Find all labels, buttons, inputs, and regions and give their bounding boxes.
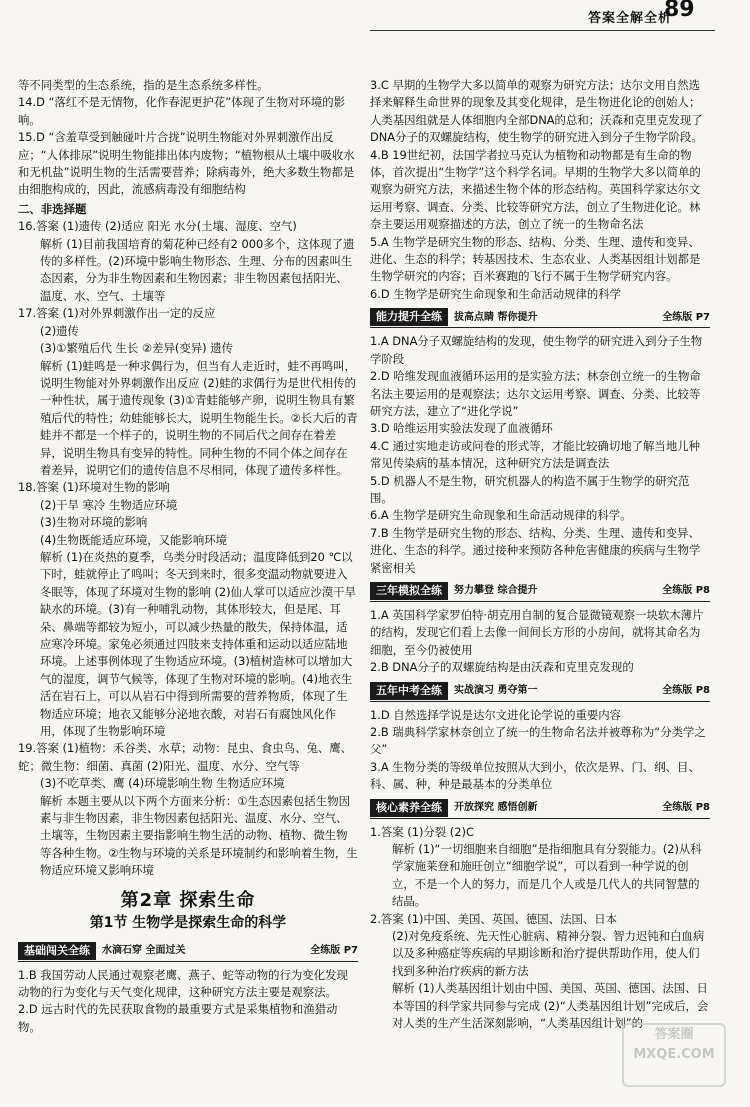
banner-ref: 全练版 P8: [662, 585, 710, 597]
banner-ref: 全练版 P8: [662, 801, 710, 813]
explanation-18: 解析 (1)在炎热的夏季，乌类分时段活动；温度降低到20 ℃以下时，蛙就停止了鸣叫；冬天到来时，很多变温动物就要进入冬眠等，体现了环境对生物的影响 (2)仙人掌可以适应沙漠干旱缺水的环境。(3)有一种哺乳动物，其体形较大，但是尾、耳朵、鼻端等都较为短小，可以减少热量的散失，保持体温，适应寒冷环境。家兔必须通过四肢来支持体重和运动以适应陆地环境。上述事例体现了生物适应环境。(3)植树造林可以增加大气的湿度，调节气候等，体现了生物对环境的影响。(4)地衣生活在岩石上，可以从岩石中得到所需要的营养物质，体现了生物适应环境；地衣又能够分泌地衣酸，对岩石有腐蚀风化作用，体现了生物影响环境: [40, 549, 356, 739]
answer-16: 16.答案 (1)遗传 (2)适应 阳光 水分(土壤、湿度、空气): [18, 219, 297, 234]
page-header: [0, 0, 750, 80]
ability-3: 3.D 哈维运用实验法发现了血液循环: [370, 421, 553, 436]
explanation-16: 解析 (1)目前我国培育的菊花种已经有2 000多个，这体现了遗传的多样性。(2)环境中影响生物形态、生理、分布的因素叫生态因素，分为非生物因素和生物因素；非生物因素包括阳光、温度、水、空气、土壤等: [40, 236, 355, 303]
left-column: [18, 77, 358, 1036]
watermark-logo: [622, 1023, 726, 1087]
answer-18: 18.答案 (1)环境对生物的影响: [18, 480, 170, 495]
answer-19-3: (3)不吃草类、鹰 (4)环境影响生物 生物适应环境: [40, 776, 285, 791]
core-2-explanation: 解析 (1)人类基因组计划由中国、美国、英国、德国、法国、日本等国的科学家共同参与完成 (2)“人类基因组计划”完成后，会对人类的生产生活深刻影响，“人类基因组计划”的: [392, 981, 709, 1031]
core-1: 1.答案 (1)分裂 (2)C: [370, 824, 474, 839]
ability-1: 1.A DNA分子双螺旋结构的发现，使生物学的研究进入到分子生物学阶段: [370, 334, 703, 366]
ability-6: 6.A 生物学是研究生命现象和生命活动规律的科学。: [370, 508, 632, 523]
answer-3: 3.C 早期的生物学大多以简单的观察为研究方法；达尔文用自然选择来解释生命世界的现象及其变化规律，是生物进化论的创始人；人类基因组就是人体细胞内全部DNA的总和；沃森和克里克发现了DNA分子的双螺旋结构，使生物学的研究进入到分子生物学阶段。: [370, 78, 703, 145]
banner-ref: 全练版 P8: [662, 684, 710, 696]
answer-18-4: (4)生物既能适应环境，又能影响环境: [40, 532, 227, 547]
answer-18-3: (3)生物对环境的影响: [40, 515, 148, 530]
explanation-19: 解析 本题主要从以下两个方面来分析：①生态因素包括生物因素与非生物因素，非生物因素包括阳光、温度、水分、空气、土壤等，生物因素主要指影响生物生活的动物、植物、微生物等各种生物。②生物与环境的关系是环境制约和影响着生物，生物适应环境又影响环境: [40, 793, 358, 878]
banner-tag: 能力提升全练: [370, 308, 448, 326]
banner-ref: 全练版 P7: [310, 944, 358, 956]
watermark-line1: 答案圈: [654, 1027, 694, 1042]
answer-4: 4.B 19世纪初，法国学者拉马克认为植物和动物都是有生命的物体，首次提出“生物学”这个科学名词。早期的生物学大多以简单的观察为研究方法，来描述生物个体的形态结构。英国科学家达尔文运用考察、调查、分类、比较等研究方法，创立了生物进化论。林奈主要运用观察描述的方法，创立了统一的生物命名法: [370, 147, 701, 232]
banner-motto: 实战演习 勇夺第一: [454, 684, 538, 696]
three-year-1: 1.A 英国科学家罗伯特·胡克用自制的复合显微镜观察一块软木薄片的结构，发现它们看上去像一间间长方形的小房间，就将其命名为细胞，至今仍被使用: [370, 607, 704, 657]
answer-6: 6.D 生物学是研究生命现象和生命活动规律的科学: [370, 286, 622, 301]
answer-17-3: (3)①繁殖后代 生长 ②差异(变异) 遗传: [40, 341, 233, 356]
core-2: 2.答案 (1)中国、美国、英国、德国、法国、日本: [370, 911, 618, 926]
core-2-part2: (2)对免疫系统、先天性心脏病、精神分裂、智力迟钝和白血病以及多种癌症等疾病的早期诊断和治疗提供帮助作用，使人们找到多种治疗疾病的新方法: [392, 929, 705, 978]
banner-motto: 努力攀登 综合提升: [454, 585, 538, 597]
header-rule: [370, 30, 715, 31]
explanation-17: 解析 (1)蛙鸣是一种求偶行为，但当有人走近时，蛙不再鸣叫，说明生物能对外界刺激作出反应 (2)蛙的求偶行为是世代相传的一种性状，属于遗传现象 (3)①青蛙能够产卵，说明生物具有繁殖后代的特性；幼蛙能够长大，说明生物能生长。②长大后的青蛙并不都是一个样子的，说明生物的不同后代之间存在着差异，说明生物具有变异的特性。同种生物的不同个体之间存在着差异，说明它们的遗传信息不尽相同，体现了遗传多样性。: [40, 358, 358, 477]
ability-4: 4.C 通过实地走访或问卷的形式等，才能比较确切地了解当地儿种常见传染病的基本情况，这种研究方法是调查法: [370, 438, 700, 471]
five-year-2: 2.B 瑞典科学家林奈创立了统一的生物命名法并被尊称为“分类学之父”: [370, 725, 706, 757]
banner-three-year: [370, 581, 710, 602]
ability-7: 7.B 生物学是研究生物的形态、结构、分类、生理、遗传和变异、进化、生态的科学。通过接种来预防各种危害健康的疾病与生物学紧密相关: [370, 525, 701, 575]
answer-17-2: (2)遗传: [40, 323, 79, 338]
answer-19: 19.答案 (1)植物：禾谷类、水草；动物：昆虫、食虫鸟、兔、鹰、蛇；微生物：细菌、真菌 (2)阳光、温度、水分、空气等: [18, 741, 353, 773]
three-year-2: 2.B DNA分子的双螺旋结构是由沃森和克里克发现的: [370, 660, 634, 675]
banner-tag: 五年中考全练: [370, 682, 448, 700]
five-year-1: 1.D 自然选择学说是达尔文进化论学说的重要内容: [370, 707, 622, 722]
banner-tag: 核心素养全练: [370, 799, 448, 817]
answer-15: 15.D “含羞草受到触碰叶片合拢”说明生物能对外界刺激作出反应；“人体排尿”说明生物能排出体内废物；“植物根从土壤中吸收水和无机盐”说明生物的生活需要营养；除病毒外，绝大多数生物都是由细胞构成的，因此，流感病毒没有细胞结构: [18, 130, 355, 197]
banner-basic: [18, 941, 358, 962]
five-year-3: 3.A 生物分类的等级单位按照从大到小，依次是界、门、纲、目、科、属、种，种是最基本的分类单位: [370, 759, 700, 792]
banner-motto: 水滴石穿 全面过关: [102, 944, 186, 956]
section-title: 第1节 生物学是探索生命的科学: [89, 915, 287, 932]
banner-five-year: [370, 681, 710, 702]
answer-1: 1.B 我国劳动人民通过观察老鹰、燕子、蛇等动物的行为变化发现动物的行为变化与天气变化规律，这种研究方法主要是观察法。: [18, 967, 348, 999]
chapter-title: 第2章 探索生命: [120, 889, 256, 911]
page-number: 89: [664, 0, 695, 22]
core-1-explanation: 解析 (1)“一切细胞来自细胞”是指细胞具有分裂能力。(2)从科学家施莱登和施旺创立“细胞学说”，可以看到一种学说的创立，不是一个人的努力，而是几个人或是几代人的共同智慧的结晶。: [392, 842, 702, 909]
ability-5: 5.D 机器人不是生物，研究机器人的构造不属于生物学的研究范围。: [370, 473, 690, 505]
banner-tag: 基础闯关全练: [18, 942, 96, 960]
answer-text: 等不同类型的生态系统，指的是生态系统多样性。: [18, 78, 269, 92]
answer-14: 14.D “落红不是无情物，化作春泥更护花”体现了生物对环境的影响。: [18, 95, 346, 127]
answer-2: 2.D 远古时代的先民获取食物的最重要方式是采集植物和渔猎动物。: [18, 1002, 338, 1034]
header-title: 答案全解全析: [588, 11, 673, 26]
banner-ref: 全练版 P7: [662, 311, 710, 323]
answer-5: 5.A 生物学是研究生物的形态、结构、分类、生理、遗传和变异、进化、生态的科学；转基因技术、生态农业、人类基因组计划都是生物学研究的内容；百米赛跑的飞行不属于生物学研究内容。: [370, 234, 701, 284]
answer-17: 17.答案 (1)对外界刺激作出一定的反应: [18, 306, 216, 321]
watermark-line2: MXQE.COM: [633, 1047, 715, 1062]
banner-tag: 三年模拟全练: [370, 582, 448, 600]
ability-2: 2.D 哈维发现血液循环运用的是实验方法；林奈创立统一的生物命名法主要运用的是观察法；达尔文运用考察、调查、分类、比较等研究方法，建立了“进化学说”: [370, 369, 701, 418]
banner-motto: 拔高点睛 帮你提升: [454, 311, 538, 323]
section-heading: 二、非选择题: [18, 201, 87, 216]
banner-motto: 开放探究 感悟创新: [454, 801, 538, 813]
answer-18-2: (2)干旱 寒冷 生物适应环境: [40, 497, 178, 512]
banner-core: [370, 798, 710, 819]
banner-ability: [370, 307, 710, 328]
right-column: [370, 77, 710, 1033]
